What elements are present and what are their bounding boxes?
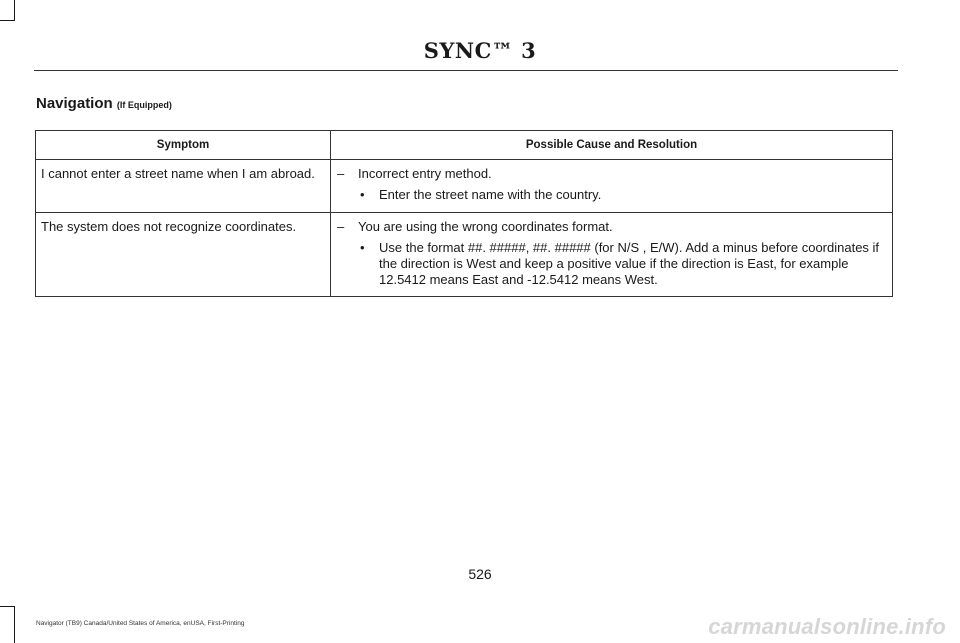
cause-line — [337, 166, 890, 182]
page-number: 526 — [468, 566, 492, 582]
crop-mark — [14, 0, 15, 20]
cause-text: You are using the wrong coordinates format. — [358, 219, 613, 234]
header-divider — [34, 70, 898, 71]
table-row — [36, 213, 893, 297]
troubleshooting-table — [35, 130, 893, 297]
cause-line — [337, 219, 890, 235]
crop-mark — [0, 606, 15, 607]
section-heading — [36, 95, 172, 112]
table-row — [36, 160, 893, 213]
column-header-symptom: Symptom — [36, 131, 331, 160]
table-header-row — [36, 131, 893, 160]
column-header-resolution: Possible Cause and Resolution — [331, 131, 893, 160]
symptom-cell: I cannot enter a street name when I am abroad. — [36, 160, 331, 213]
cause-text: Incorrect entry method. — [358, 166, 492, 181]
dash-marker: – — [337, 166, 345, 181]
resolution-line — [337, 187, 890, 203]
page-header-title: SYNC™ 3 — [423, 38, 537, 63]
symptom-cell: The system does not recognize coordinates. — [36, 213, 331, 297]
resolution-line — [337, 240, 890, 288]
resolution-cell — [331, 160, 893, 213]
bullet-marker: • — [360, 187, 365, 202]
publication-footer: Navigator (TB9) Canada/United States of America, enUSA, First-Printing — [36, 620, 245, 627]
section-title: Navigation — [36, 95, 113, 112]
section-qualifier: (If Equipped) — [116, 100, 172, 110]
crop-mark — [14, 607, 15, 643]
crop-mark — [0, 20, 15, 21]
resolution-text: Enter the street name with the country. — [379, 187, 602, 202]
bullet-marker: • — [360, 240, 365, 255]
resolution-text: Use the format ##. #####, ##. ##### (for N/S , E/W). Add a minus before coordinates if the direction is West and keep a positive value if the direction is East, for example 12.5412 means East and -12.5412 means West. — [379, 240, 880, 287]
resolution-cell — [331, 213, 893, 297]
dash-marker: – — [337, 219, 345, 234]
watermark: carmanualsonline.info — [708, 614, 946, 639]
